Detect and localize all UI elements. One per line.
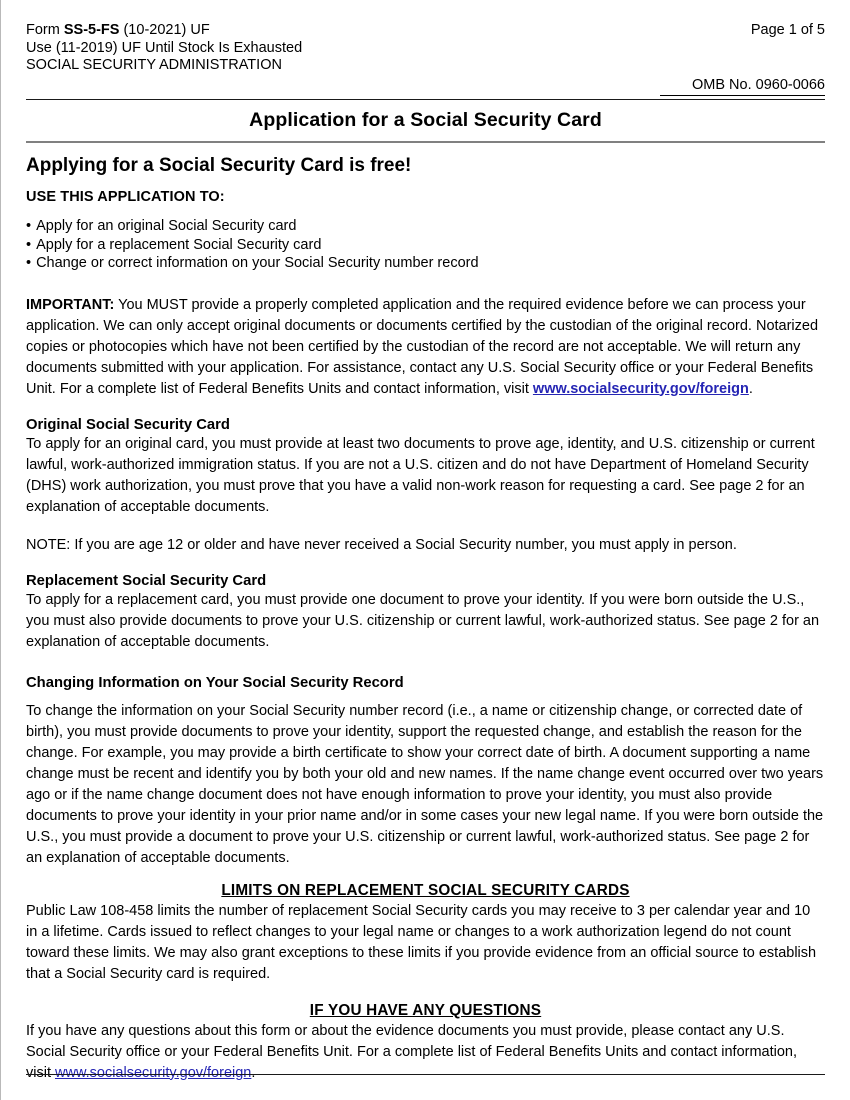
form-number: SS-5-FS	[63, 22, 120, 38]
page-title: Application for a Social Security Card	[249, 109, 602, 131]
document-header	[26, 22, 825, 100]
use-application-list	[26, 217, 825, 273]
section-body-replacement-card: To apply for a replacement card, you must provide one document to prove your identity. If you were born outside the U.S., you must also provide documents to prove your U.S. citizenship or current lawful, work-authorized status. See page 2 for an explanation of acceptable documents.	[26, 591, 820, 650]
section-body-original-card: To apply for an original card, you must provide at least two documents to prove age, identity, and U.S. citizenship or current lawful, work-authorized immigration status. If you are not a U.S. citizen and do not have Department of Homeland Security (DHS) work authorization, you must prove that you have a valid non-work reason for requesting a card. See page 2 for an explanation of acceptable documents.	[26, 435, 815, 515]
questions-text: If you have any questions about this form or about the evidence documents you must provide, please contact any U.S. Social Security office or your Federal Benefits Unit. For a complete list of Federal Benefits Units and contact information, visit	[26, 1022, 798, 1081]
omb-number: OMB No. 0960-0066	[660, 77, 825, 97]
section-heading-original-card: Original Social Security Card	[26, 416, 230, 433]
social-security-foreign-link[interactable]: www.socialsecurity.gov/foreign	[532, 380, 749, 397]
section-heading-changing-information: Changing Information on Your Social Security Record	[26, 674, 404, 691]
social-security-foreign-link-footer[interactable]: www.socialsecurity.gov/foreign	[55, 1064, 252, 1081]
important-label: IMPORTANT:	[26, 296, 115, 313]
questions-heading: IF YOU HAVE ANY QUESTIONS	[309, 1001, 542, 1019]
form-revision-date: (10-2021) UF	[119, 22, 210, 38]
title-divider	[26, 141, 825, 143]
limits-body: Public Law 108-458 limits the number of replacement Social Security cards you may receive to 3 per calendar year and 10 in a lifetime. Cards issued to reflect changes to your legal name or changes to a work authorization legend do not count toward these limits. We may also grant exceptions to these limits if you provide evidence from an official source to establish that a Social Security card is required.	[26, 902, 817, 982]
form-prefix: Form	[26, 22, 64, 38]
footer-divider	[26, 1074, 825, 1075]
stock-use-line: Use (11-2019) UF Until Stock Is Exhausted	[26, 39, 303, 56]
important-text: You MUST provide a properly completed application and the required evidence before we can process your application. We can only accept original documents or documents certified by the custodian of the original record. Notarized copies or photocopies which have not been certified by the custodian of the record are not acceptable. We will return any documents submitted with your application. For assistance, contact any U.S. Social Security office or your Federal Benefits Unit. For a complete list of Federal Benefits Units and contact information, visit	[26, 296, 819, 397]
page-indicator: Page 1 of 5	[750, 22, 825, 38]
section-heading-replacement-card: Replacement Social Security Card	[26, 572, 267, 589]
free-headline: Applying for a Social Security Card is free!	[26, 155, 412, 176]
list-item: • Apply for an original Social Security card	[26, 217, 825, 236]
header-divider	[26, 99, 825, 100]
list-item: • Change or correct information on your Social Security number record	[26, 254, 825, 273]
section-body-changing-information: To change the information on your Social Security number record (i.e., a name or citizenship change, or corrected date of birth), you must provide documents to prove your identity, support the requested change, and establish the reason for the change. For example, you may provide a birth certificate to show your correct date of birth. A document supporting a name change must be recent and identify you by both your old and new names. If the name change event occurred over two years ago or if the name change document does not have enough information to prove your identity, you must also provide documents to prove your identity in your prior name and/or in some cases your new legal name. If you were born outside the U.S., you must provide a document to prove your U.S. citizenship or current lawful, work-authorized status. See page 2 for an explanation of acceptable documents.	[26, 702, 824, 866]
list-item: • Apply for a replacement Social Security card	[26, 236, 825, 255]
important-text-tail: .	[748, 380, 753, 397]
form-identification-block	[26, 22, 302, 75]
limits-heading: LIMITS ON REPLACEMENT SOCIAL SECURITY CARDS	[221, 881, 630, 899]
note-paragraph: NOTE: If you are age 12 or older and have never received a Social Security number, you must apply in person.	[26, 536, 737, 553]
use-application-label: USE THIS APPLICATION TO:	[26, 189, 225, 205]
questions-text-tail: .	[251, 1064, 256, 1081]
agency-name: SOCIAL SECURITY ADMINISTRATION	[26, 57, 282, 73]
form-number-line	[26, 22, 302, 40]
important-paragraph	[26, 295, 825, 400]
